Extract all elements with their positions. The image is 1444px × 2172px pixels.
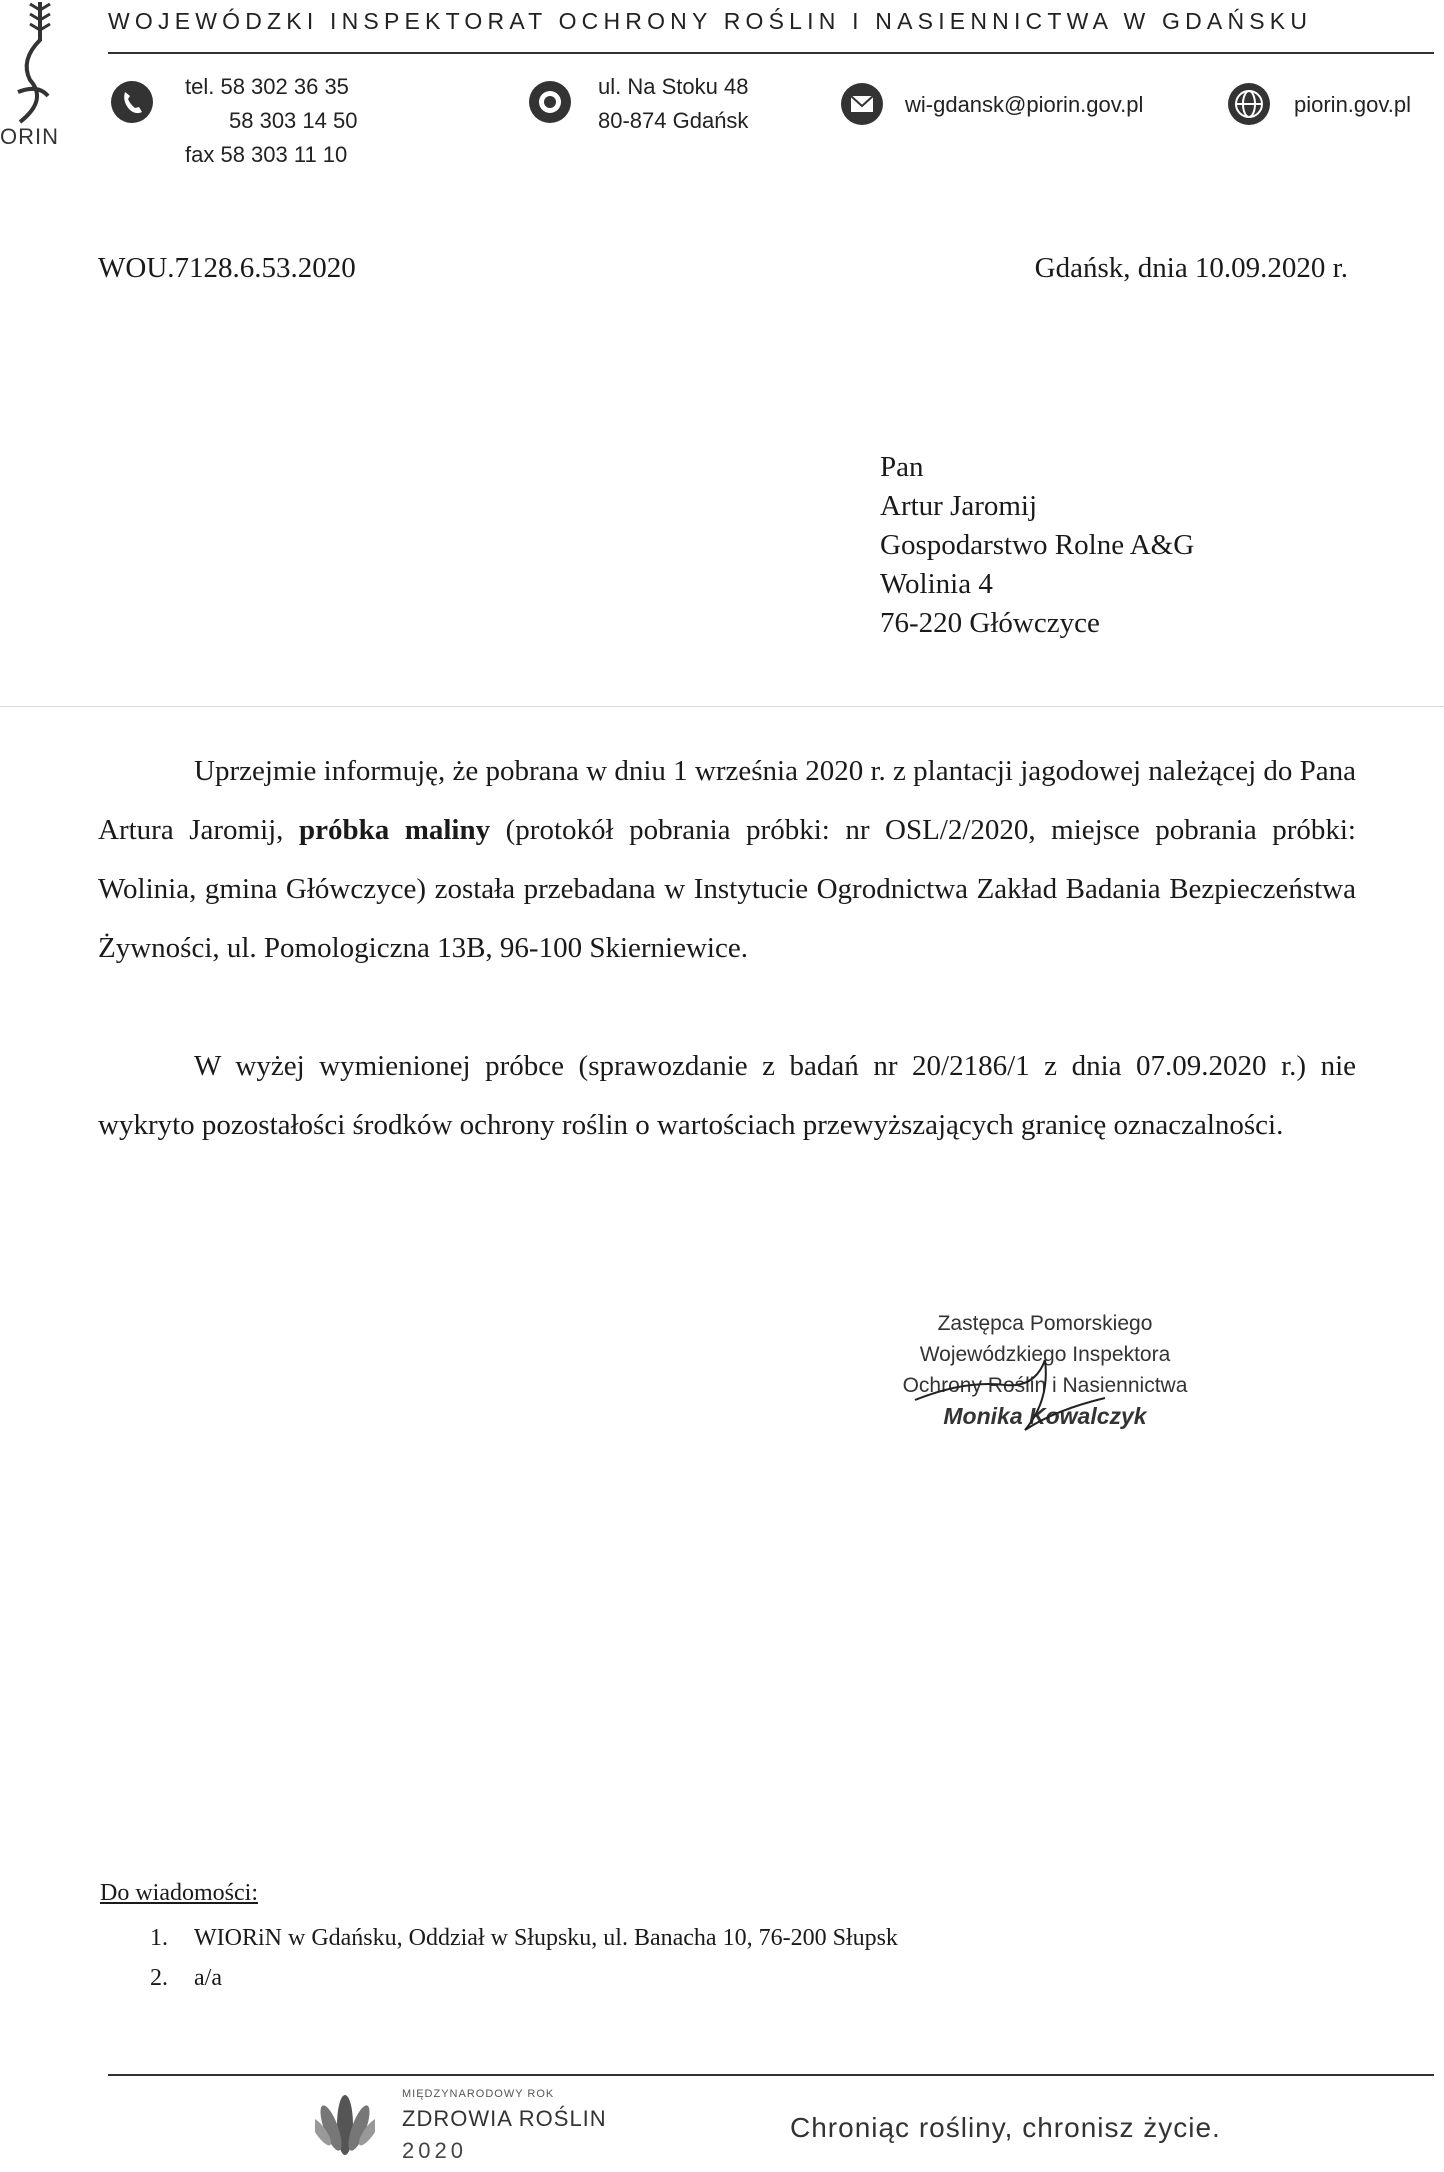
phone-icon bbox=[110, 80, 154, 124]
body-paragraph-2 bbox=[98, 1037, 1356, 1155]
email-address: wi-gdansk@piorin.gov.pl bbox=[905, 92, 1144, 117]
header-divider bbox=[108, 52, 1434, 54]
cc-list bbox=[150, 1918, 898, 1998]
recipient-line: Wolinia 4 bbox=[880, 568, 993, 600]
year-logo-subtitle: MIĘDZYNARODOWY ROK bbox=[402, 2088, 555, 2100]
year-logo-title: ZDROWIA ROŚLIN bbox=[402, 2106, 607, 2131]
city: 80-874 Gdańsk bbox=[598, 108, 749, 133]
body-paragraph-1 bbox=[98, 742, 1356, 978]
signatory-name: Monika Kowalczyk bbox=[943, 1403, 1147, 1429]
cc-number: 2. bbox=[150, 1965, 168, 1991]
footer-divider bbox=[108, 2074, 1434, 2076]
phone-number: tel. 58 302 36 35 bbox=[185, 74, 349, 99]
cc-text: a/a bbox=[194, 1965, 222, 1991]
cc-heading: Do wiadomości: bbox=[100, 1880, 258, 1906]
recipient-line: Artur Jaromij bbox=[880, 490, 1038, 522]
recipient-address bbox=[880, 448, 1194, 643]
body-text: Uprzejmie informuję, że pobrana w dniu 1 września 2020 r. z plantacji jagodowej należącej do Pana Artura Jaromij, bbox=[98, 755, 1356, 846]
handwritten-signature bbox=[905, 1340, 1115, 1450]
recipient-line: Pan bbox=[880, 451, 924, 483]
website: piorin.gov.pl bbox=[1294, 92, 1411, 117]
body-text: (protokół pobrania próbki: nr OSL/2/2020, miejsce pobrania próbki: Wolinia, gmina Główczyce) została przebadana w Instytucie Ogrodnictwa Zakład Badania Bezpieczeństwa Żywności, ul. Pomologiczna 13B, 96-100 Skierniewice. bbox=[98, 814, 1356, 964]
sample-name: próbka maliny bbox=[298, 814, 491, 846]
paper-fold-line bbox=[0, 706, 1444, 707]
recipient-line: Gospodarstwo Rolne A&G bbox=[880, 529, 1195, 561]
document-reference: WOU.7128.6.53.2020 bbox=[98, 252, 356, 284]
postal-address bbox=[598, 70, 748, 138]
fax-number: fax 58 303 11 10 bbox=[185, 142, 348, 167]
location-icon bbox=[528, 80, 572, 124]
leaf-logo-icon bbox=[315, 2090, 375, 2160]
institution-name: WOJEWÓDZKI INSPEKTORAT OCHRONY ROŚLIN I NASIENNICTWA W GDAŃSKU bbox=[108, 8, 1313, 34]
year-logo-number: 2020 bbox=[402, 2138, 467, 2163]
cc-text: WIORiN w Gdańsku, Oddział w Słupsku, ul. Banacha 10, 76-200 Słupsk bbox=[194, 1925, 898, 1951]
signatory-title: Zastępca Pomorskiego bbox=[937, 1312, 1153, 1335]
footer-slogan: Chroniąc rośliny, chronisz życie. bbox=[790, 2112, 1221, 2143]
phone-number-2: 58 303 14 50 bbox=[229, 108, 358, 133]
email-icon bbox=[840, 82, 884, 126]
cc-item bbox=[150, 1958, 898, 1998]
cc-item bbox=[150, 1918, 898, 1958]
document-date: Gdańsk, dnia 10.09.2020 r. bbox=[1034, 252, 1348, 284]
recipient-line: 76-220 Główczyce bbox=[880, 607, 1100, 639]
phone-contact bbox=[185, 70, 357, 172]
body-text: W wyżej wymienionej próbce (sprawozdanie z badań nr 20/2186/1 z dnia 07.09.2020 r.) nie wykryto pozostałości środków ochrony roślin o wartościach przewyższających granicę oznaczalności. bbox=[98, 1050, 1356, 1141]
logo-text: ORIN bbox=[0, 124, 59, 149]
cc-number: 1. bbox=[150, 1925, 168, 1951]
globe-icon bbox=[1227, 82, 1271, 126]
signatory-title: Wojewódzkiego Inspektora bbox=[919, 1343, 1171, 1366]
street: ul. Na Stoku 48 bbox=[598, 74, 749, 99]
signatory-title: Ochrony Roślin i Nasiennictwa bbox=[902, 1374, 1188, 1397]
